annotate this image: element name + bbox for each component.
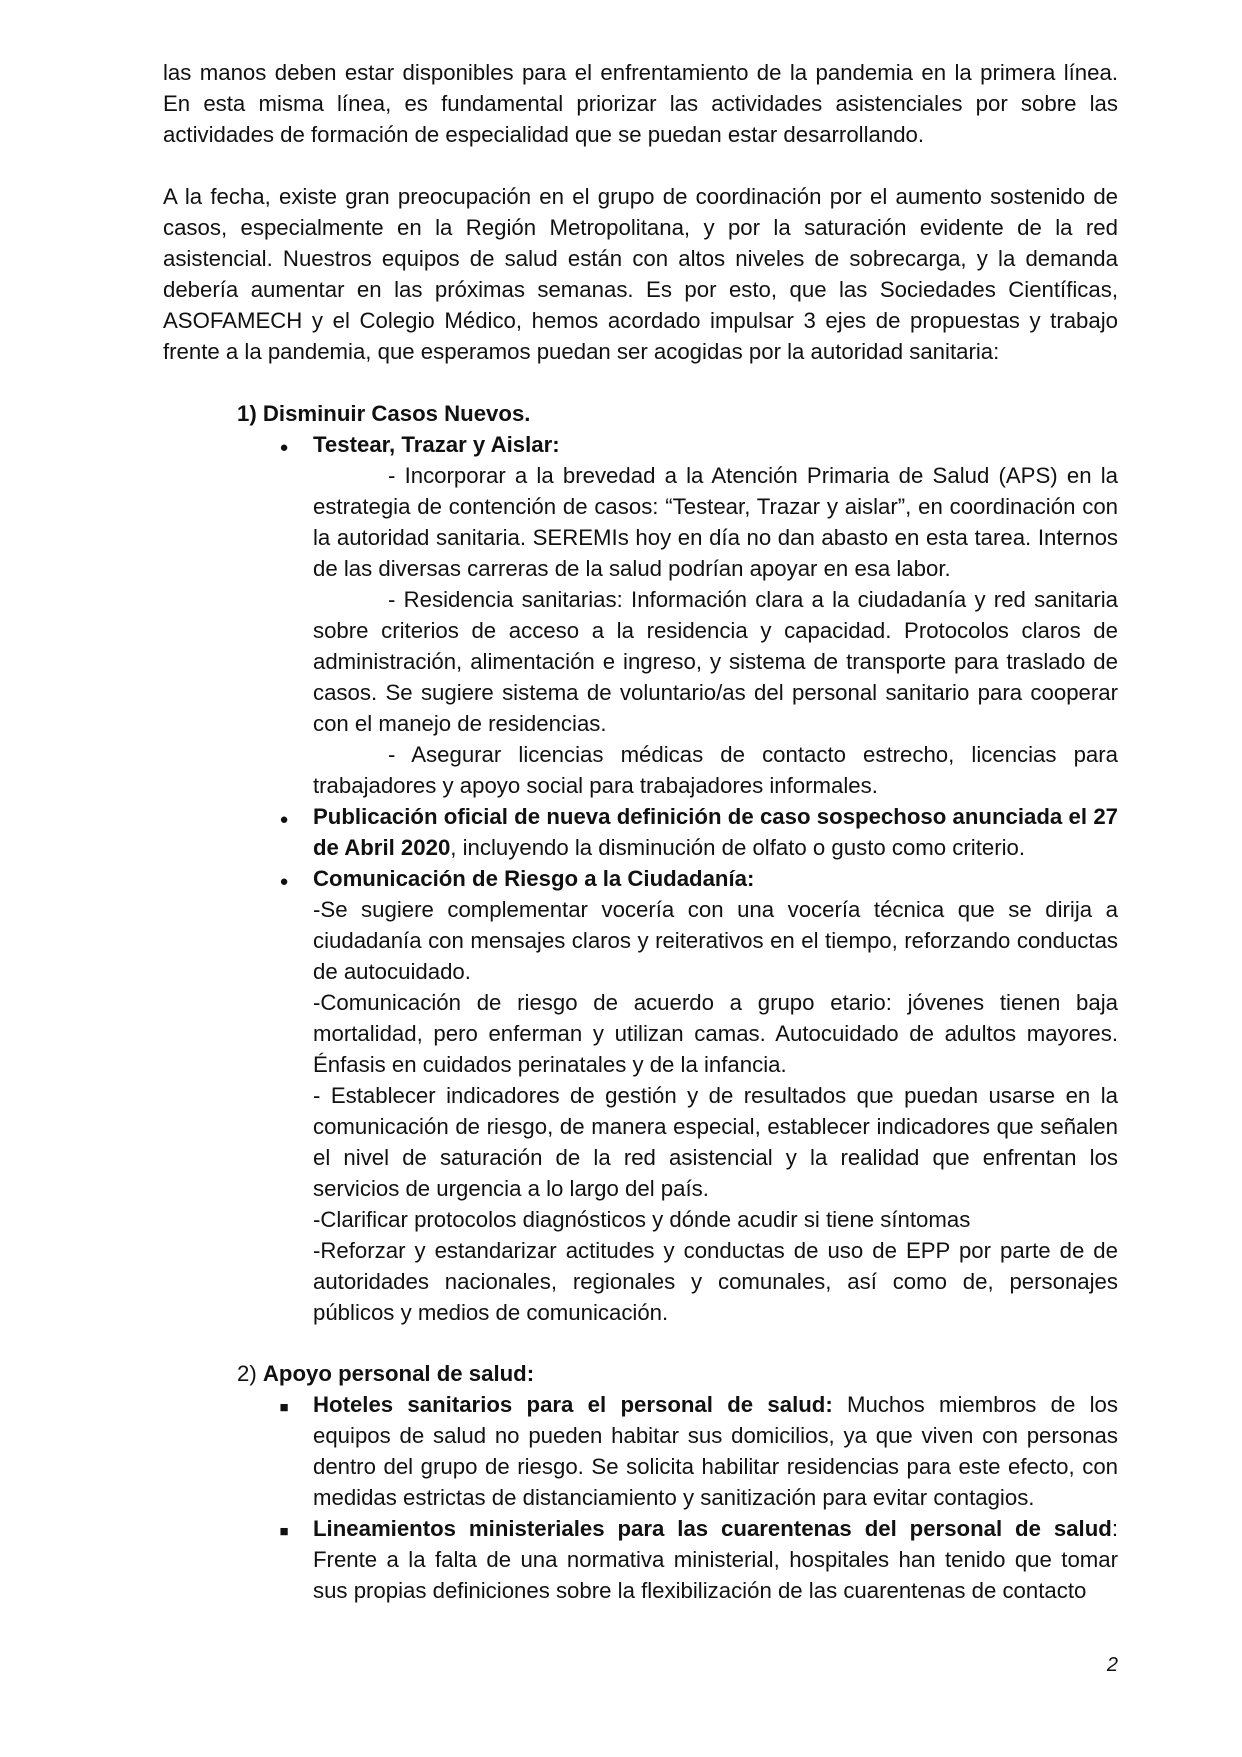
bullet-icon — [274, 863, 294, 897]
item-text — [313, 1389, 1118, 1513]
square-list — [237, 1389, 1118, 1606]
bullet-icon — [274, 801, 294, 835]
section-title: Apoyo personal de salud: — [262, 1361, 535, 1386]
list-item — [237, 1513, 1118, 1606]
item-text — [313, 1513, 1118, 1606]
section-number: 2) — [237, 1361, 263, 1386]
item-title: Lineamientos ministeriales para las cuarentenas del personal de salud — [313, 1516, 1112, 1541]
list-item — [237, 801, 1118, 863]
list-item — [237, 863, 1118, 1328]
list-item — [237, 429, 1118, 801]
item-line: -Comunicación de riesgo de acuerdo a grupo etario: jóvenes tienen baja mortalidad, pero enferman y utilizan camas. Autocuidado de adultos mayores. Énfasis en cuidados perinatales y de la infancia. — [313, 990, 1118, 1077]
section-disminuir-casos — [237, 398, 1118, 1328]
item-text — [313, 801, 1118, 863]
intro-paragraph-1: las manos deben estar disponibles para el enfrentamiento de la pandemia en la primera línea. En esta misma línea, es fundamental priorizar las actividades asistenciales por sobre las actividades de formación de especialidad que se puedan estar desarrollando. — [163, 60, 1118, 147]
item-subpoint: - Residencia sanitarias: Información clara a la ciudadanía y red sanitaria sobre criterios de acceso a la residencia y capacidad. Protocolos claros de administración, alimentación e ingreso, y sistema de transporte para traslado de casos. Se sugiere sistema de voluntario/as del personal sanitario para cooperar con el manejo de residencias. — [313, 587, 1118, 736]
list-item — [237, 1389, 1118, 1513]
item-body: , incluyendo la disminución de olfato o gusto como criterio. — [450, 835, 1026, 860]
item-title: Hoteles sanitarios para el personal de salud: — [313, 1392, 833, 1417]
intro-paragraph-2: A la fecha, existe gran preocupación en el grupo de coordinación por el aumento sostenido de casos, especialmente en la Región Metropolitana, y por la saturación evidente de la red asistencial. Nuestros equipos de salud están con altos niveles de sobrecarga, y la demanda debería aumentar en las próximas semanas. Es por esto, que las Sociedades Científicas, ASOFAMECH y el Colegio Médico, hemos acordado impulsar 3 ejes de propuestas y trabajo frente a la pandemia, que esperamos puedan ser acogidas por la autoridad sanitaria: — [163, 184, 1118, 364]
item-line: - Establecer indicadores de gestión y de resultados que puedan usarse en la comunicación de riesgo, de manera especial, establecer indicadores que señalen el nivel de saturación de la red asistencial y la realidad que enfrentan los servicios de urgencia a lo largo del país. — [313, 1083, 1118, 1201]
section-heading — [237, 1358, 1118, 1389]
item-title: Comunicación de Riesgo a la Ciudadanía: — [313, 866, 755, 891]
bullet-icon — [274, 429, 294, 463]
section-apoyo-personal — [237, 1358, 1118, 1606]
square-bullet-icon — [274, 1389, 294, 1423]
item-subpoint: - Incorporar a la brevedad a la Atención Primaria de Salud (APS) en la estrategia de contención de casos: “Testear, Trazar y aislar”, en coordinación con la autoridad sanitaria. SEREMIs hoy en día no dan abasto en esta tarea. Internos de las diversas carreras de la salud podrían apoyar en esa labor. — [313, 463, 1118, 581]
item-line: -Se sugiere complementar vocería con una vocería técnica que se dirija a ciudadanía con mensajes claros y reiterativos en el tiempo, reforzando conductas de autocuidado. — [313, 897, 1118, 984]
bullet-list — [237, 429, 1118, 1328]
item-body: Muchos miembros de los equipos de salud no pueden habitar sus domicilios, ya que viven con personas dentro del grupo de riesgo. Se solicita habilitar residencias para este efecto, con medidas estrictas de distanciamiento y sanitización para evitar contagios. — [313, 1392, 1118, 1510]
item-body: : Frente a la falta de una normativa ministerial, hospitales han tenido que tomar sus propias definiciones sobre la flexibilización de las cuarentenas de contacto — [313, 1516, 1118, 1603]
page-number: 2 — [1106, 1654, 1118, 1676]
item-line: -Reforzar y estandarizar actitudes y conductas de uso de EPP por parte de de autoridades nacionales, regionales y comunales, así como de, personajes públicos y medios de comunicación. — [313, 1238, 1118, 1325]
square-bullet-icon — [274, 1513, 294, 1547]
section-heading: 1) Disminuir Casos Nuevos. — [237, 401, 531, 426]
item-line: -Clarificar protocolos diagnósticos y dónde acudir si tiene síntomas — [313, 1207, 971, 1232]
item-title: Publicación oficial de nueva definición de caso sospechoso anunciada el 27 de Abril 2020 — [313, 804, 1118, 860]
item-subpoint: - Asegurar licencias médicas de contacto estrecho, licencias para trabajadores y apoyo social para trabajadores informales. — [313, 742, 1118, 798]
item-title: Testear, Trazar y Aislar: — [313, 432, 560, 457]
intro — [163, 57, 1118, 367]
